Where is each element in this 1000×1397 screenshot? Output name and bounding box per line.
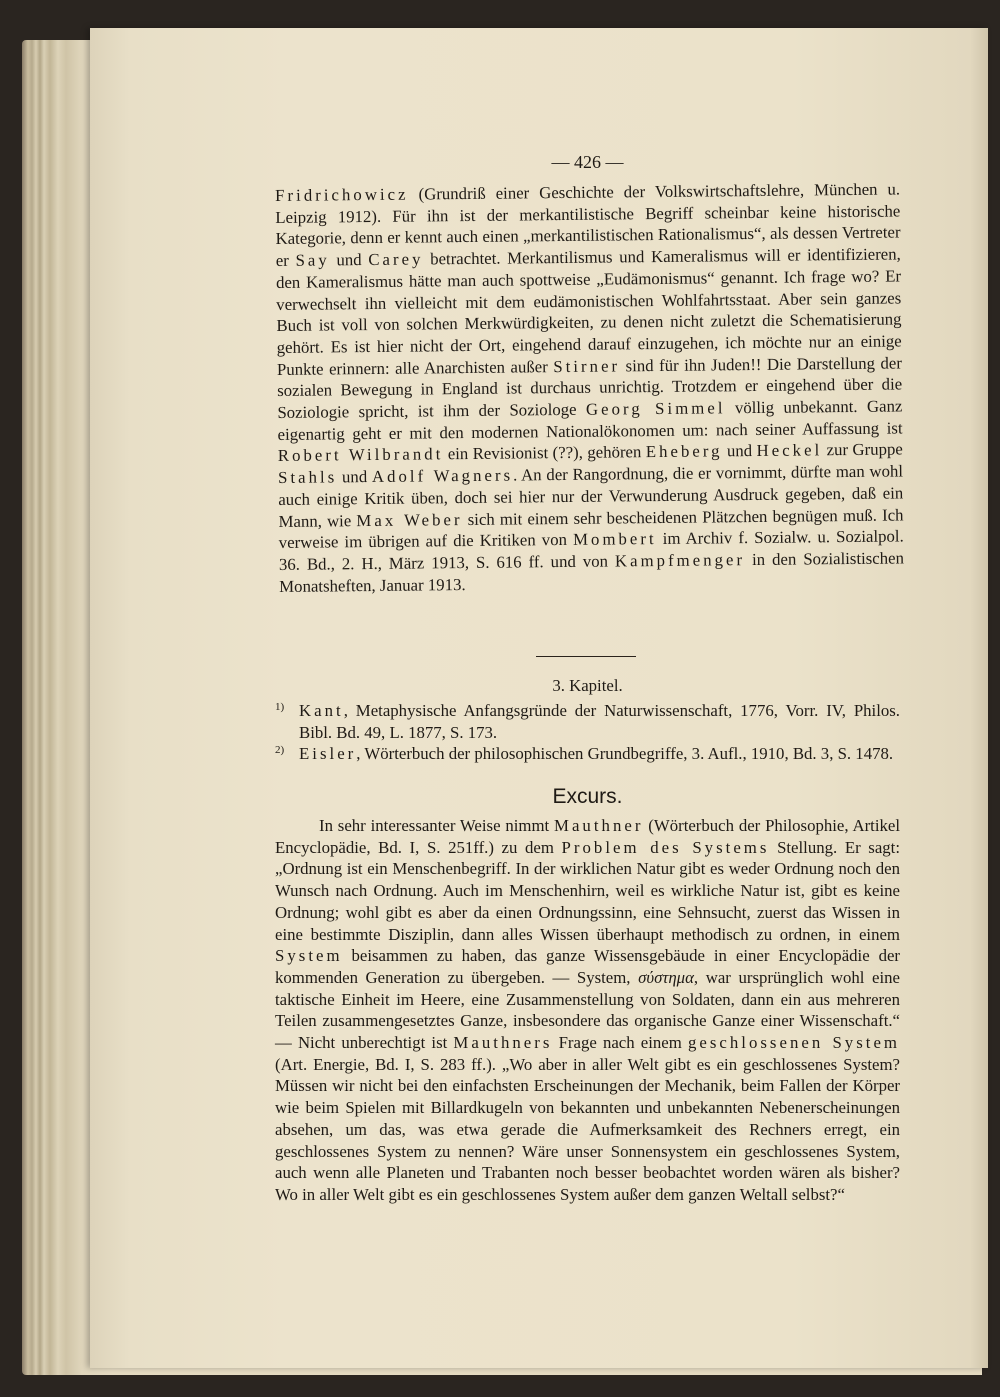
- section-divider: [536, 656, 636, 657]
- footnote-mark: 2): [275, 744, 285, 757]
- text-run: , war ursprünglich wohl eine taktische Einheit im Heere, eine Zusammenstellung von Soldaten, dann ein aus mehreren Teilen zusammengesetztes Ganze, insbesondere das organische Ganze einer Wissenschaft.“ — Nicht unberechtigt ist: [275, 967, 900, 1053]
- spaced-name: Adolf Wagners: [371, 465, 514, 487]
- spaced-name: geschlossenen System: [687, 1033, 901, 1053]
- spaced-name: Mauthners: [453, 1033, 553, 1053]
- text-run: völlig unbekannt. Ganz eigenartig geht er mit den modernen Nationalökonomen um: nach seiner Auffassung ist: [277, 396, 903, 444]
- text-run: Stellung. Er sagt: „Ordnung ist ein Menschenbegriff. In der wirklichen Natur gibt es weder Ordnung noch den Wunsch nach Ordnung. Auch im Menschenhirn, weil es wirkliche Natur ist, gibt es keine Ordnung; wohl gibt es aber da einen Ordnungssinn, eine Sehnsucht, zuerst das Wissen in eine bestimmte Disziplin, dann alles Wissen überhaupt methodisch zu ordnen, in einem: [275, 837, 900, 944]
- text-run: ein Revisionist (??), gehören: [443, 442, 646, 464]
- excurs-heading: Excurs.: [552, 785, 623, 808]
- footnote-1: [275, 700, 900, 743]
- spaced-name: Robert Wilbrandt: [277, 444, 444, 466]
- spaced-name: Kant: [299, 701, 344, 720]
- text-run: , Wörterbuch der philosophischen Grundbegriffe, 3. Aufl., 1910, Bd. 3, S. 1478.: [356, 744, 894, 764]
- text-run: , Metaphysische Anfangsgründe der Naturwissenschaft, 1776, Vorr. IV, Philos. Bibl. Bd. 49, L. 1877, S. 173.: [299, 701, 900, 742]
- spaced-name: Say: [295, 250, 330, 270]
- spaced-name: Fridrichowicz: [275, 184, 409, 205]
- spaced-name: System: [275, 946, 343, 966]
- spaced-name: Stahls: [277, 467, 338, 488]
- text-run: im Archiv f. Sozialw. u. Sozialpol. 36. Bd., 2. H., März 1913, S. 616 ff. und von: [278, 526, 904, 574]
- footnote-text: [299, 743, 900, 765]
- text-run: und: [337, 467, 373, 487]
- text-run: (Wörterbuch der Philosophie, Artikel Encyclopädie, Bd. I, S. 251ff.) zu dem: [275, 816, 900, 857]
- greek-term: σύστημα: [638, 967, 694, 987]
- spaced-name: Eisler: [299, 744, 357, 764]
- text-run: sich mit einem sehr bescheidenen Plätzchen begnügen muß. Ich verweise im übrigen auf die Kritiken von: [278, 504, 904, 553]
- text-run: betrachtet. Merkantilismus und Kameralismus will er identifizieren, den Kameralismus hätte man auch spottweise „Eudämonismus“ genannt. Ich frage wo? Er verwechselt ihn vielleicht mit dem eudämonistischen Wohlfahrtsstaat. Aber sein ganzes Buch ist voll von solchen Merkwürdigkeiten, zu denen nicht zuletzt die Schematisierung gehört. Es ist hier nicht der Ort, eingehend darauf einzugehen, ich möchte nur an einige Punkte erinnern: alle Anarchisten außer: [275, 244, 902, 379]
- text-run: In sehr interessanter Weise nimmt: [319, 816, 555, 835]
- text-run: Frage nach einem: [552, 1033, 688, 1053]
- chapter-label: 3. Kapitel.: [552, 676, 623, 695]
- spaced-name: Kampfmenger: [614, 550, 746, 571]
- footnote-mark: 1): [275, 701, 285, 713]
- spaced-name: Heckel: [756, 440, 823, 461]
- text-run: (Art. Energie, Bd. I, S. 283 ff.). „Wo aber in aller Welt gibt es ein geschlossenes System? Müssen wir nicht bei den einfachsten Erscheinungen der Mechanik, beim Fallen der Körper wie beim Spielen mit Billardkugeln von bekannten und unbekannten Nebenerscheinungen absehen, um das, was etwa gerade die Aufmerksamkeit des Rechners erregt, ein geschlossenes System zu nennen? Wäre unser Sonnensystem ein geschlossenes System, auch wenn alle Planeten und Trabanten noch besser beobachtet worden wären als bisher? Wo in aller Welt gibt es ein geschlossenes System außer dem ganzen Weltall selbst?“: [275, 1054, 900, 1204]
- spaced-name: Mauthner: [554, 816, 644, 835]
- footnote-2: [275, 743, 900, 765]
- spaced-name: Problem des Systems: [561, 837, 770, 857]
- spaced-name: Georg Simmel: [585, 398, 726, 419]
- text-run: in den Sozialistischen Monatsheften, Januar 1913.: [279, 548, 905, 596]
- footnotes: [275, 700, 900, 765]
- paragraph-fridrichowicz: [275, 178, 904, 597]
- spaced-name: Eheberg: [645, 441, 723, 462]
- text-run: beisammen zu haben, das ganze Wissensgebäude in einer Encyclopädie der kommenden Generation zu übergeben. — System,: [275, 946, 900, 987]
- text-run: . An der Rangordnung, die er vornimmt, dürfte man wohl auch einige Kritik üben, doch sei hier nur der Verwunderung Ausdruck gegeben, daß ein Mann, wie: [278, 461, 904, 531]
- spaced-name: Mombert: [572, 529, 657, 550]
- text-run: und: [722, 441, 757, 461]
- text-run: (Grundriß einer Geschichte der Volkswirtschaftslehre, München u. Leipzig 1912). Für ihn ist der merkantilistische Begriff scheinbar keine historische Kategorie, denn er kennt auch einen „merkantilistischen Rationalismus“, als dessen Vertreter er: [275, 179, 901, 271]
- text-run: zur Gruppe: [822, 439, 903, 460]
- spaced-name: Max Weber: [356, 509, 463, 530]
- paragraph-excurs: [275, 815, 900, 1206]
- text-run: und: [329, 250, 369, 270]
- spaced-name: Carey: [368, 249, 424, 270]
- page-number: — 426 —: [551, 152, 624, 172]
- spaced-name: Stirner: [553, 356, 621, 376]
- text-run: sind für ihn Juden!! Die Darstellung der sozialen Bewegung in England ist durchaus unrichtig. Trotzdem er eingehend über die Soziologie spricht, ist ihm der Soziologe: [277, 353, 903, 423]
- footnote-text: [299, 700, 900, 743]
